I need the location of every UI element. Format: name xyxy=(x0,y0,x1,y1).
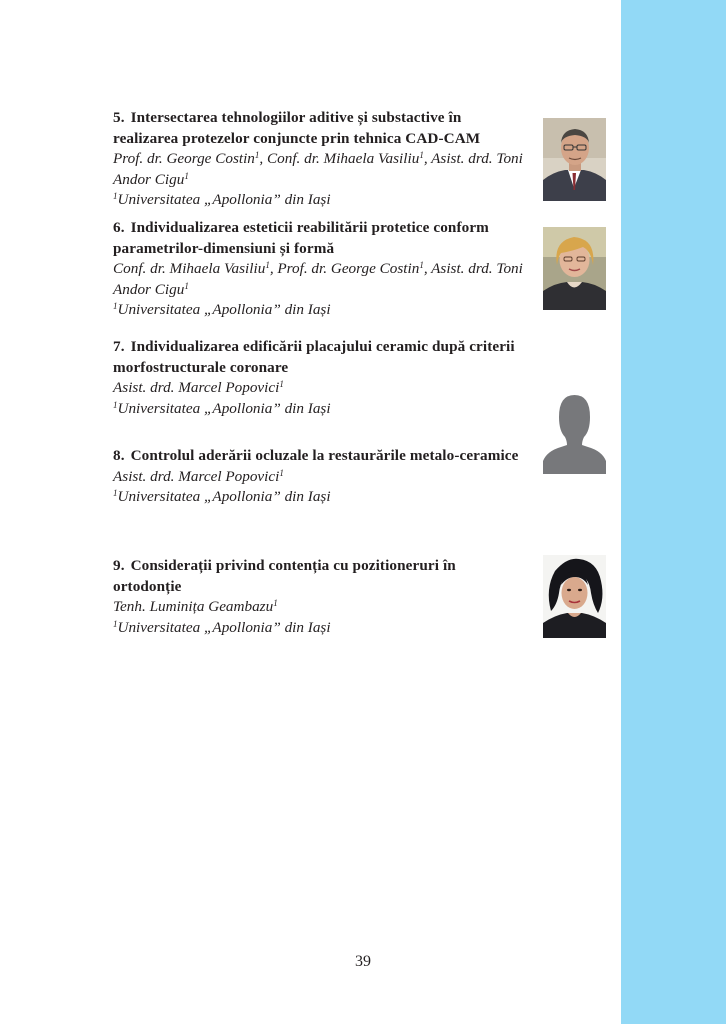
entry-affiliation xyxy=(113,190,523,211)
affiliation-text: Universitatea „Apollonia” din Iași xyxy=(117,618,331,636)
entry-authors xyxy=(113,149,523,190)
entry-title-text: Individualizarea esteticii reabilitării protetice conform parametrilor-dimensiuni și formă xyxy=(113,219,489,257)
author-name: Conf. dr. Mihaela Vasiliu xyxy=(113,260,266,277)
entry-authors xyxy=(113,378,523,399)
author-sup: 1 xyxy=(254,150,260,160)
author-name: Prof. dr. George Costin xyxy=(277,260,420,277)
entry-affiliation xyxy=(113,399,523,420)
author-sup: 1 xyxy=(184,170,189,181)
abstract-entry-9 xyxy=(113,556,523,638)
author-name: Asist. drd. Marcel Popovici xyxy=(113,379,280,396)
entry-number: 6. xyxy=(113,219,125,236)
author-name: Asist. drd. Toni Andor Cigu xyxy=(113,260,523,298)
entry-affiliation xyxy=(113,487,523,508)
author-sup: 1 xyxy=(184,280,189,291)
entry-number: 5. xyxy=(113,109,125,126)
abstract-entry-5 xyxy=(113,108,523,211)
author-sup: 1 xyxy=(279,467,284,478)
author-name: Asist. drd. Toni Andor Cigu xyxy=(113,150,523,188)
entry-affiliation xyxy=(113,618,523,639)
abstract-entry-8 xyxy=(113,446,523,508)
affiliation-sup: 1 xyxy=(113,301,118,311)
affiliation-sup: 1 xyxy=(113,488,118,498)
affiliation-text: Universitatea „Apollonia” din Iași xyxy=(117,191,331,208)
entry-authors xyxy=(113,597,523,618)
author-sup: 1 xyxy=(265,260,270,270)
entry-authors xyxy=(113,467,523,488)
author-sup: 1 xyxy=(419,150,424,160)
entry-title-text: Controlul aderării ocluzale la restaurările metalo-ceramice xyxy=(130,447,519,464)
author-sep: , xyxy=(259,150,267,167)
author-sup: 1 xyxy=(419,260,424,270)
author-name: Asist. drd. Marcel Popovici xyxy=(113,467,280,485)
entry-title xyxy=(113,108,523,149)
side-color-band xyxy=(621,0,726,1024)
entry-affiliation xyxy=(113,300,523,321)
affiliation-text: Universitatea „Apollonia” din Iași xyxy=(117,488,331,505)
affiliation-sup: 1 xyxy=(113,191,118,201)
entry-title-text: Considerații privind contenția cu pozitioneruri în ortodonție xyxy=(113,557,456,595)
author-sep: , xyxy=(269,260,278,277)
page-number: 39 xyxy=(355,953,371,970)
author-sep: , xyxy=(423,150,432,167)
author-name: Tenh. Luminița Geambazu xyxy=(113,598,274,615)
author-photo-mihaela-vasiliu xyxy=(543,227,606,310)
entry-number: 9. xyxy=(113,557,125,574)
author-sup: 1 xyxy=(273,598,278,608)
entry-title xyxy=(113,556,523,597)
entry-authors xyxy=(113,259,523,300)
entry-title xyxy=(113,446,523,467)
author-sup: 1 xyxy=(279,379,284,389)
author-photo-placeholder-silhouette xyxy=(543,391,606,474)
abstract-entry-7 xyxy=(113,337,523,419)
author-name: Prof. dr. George Costin xyxy=(113,150,255,167)
entry-title-text: Intersectarea tehnologiilor aditive și substactive în realizarea protezelor conjuncte prin tehnica CAD-CAM xyxy=(113,109,481,147)
entry-number: 7. xyxy=(113,338,125,355)
affiliation-sup: 1 xyxy=(113,618,118,629)
entry-title-text: Individualizarea edificării placajului ceramic după criterii morfostructurale coronare xyxy=(113,338,515,376)
affiliation-text: Universitatea „Apollonia” din Iași xyxy=(117,301,331,318)
affiliation-sup: 1 xyxy=(113,399,118,410)
entry-number: 8. xyxy=(113,447,125,464)
author-name: Conf. dr. Mihaela Vasiliu xyxy=(267,150,420,167)
author-photo-george-costin xyxy=(543,118,606,201)
entry-title xyxy=(113,218,523,259)
affiliation-text: Universitatea „Apollonia” din Iași xyxy=(117,399,331,417)
author-photo-luminita-geambazu xyxy=(543,555,606,638)
entry-title xyxy=(113,337,523,378)
author-sep: , xyxy=(423,260,432,277)
abstract-entry-6 xyxy=(113,218,523,321)
